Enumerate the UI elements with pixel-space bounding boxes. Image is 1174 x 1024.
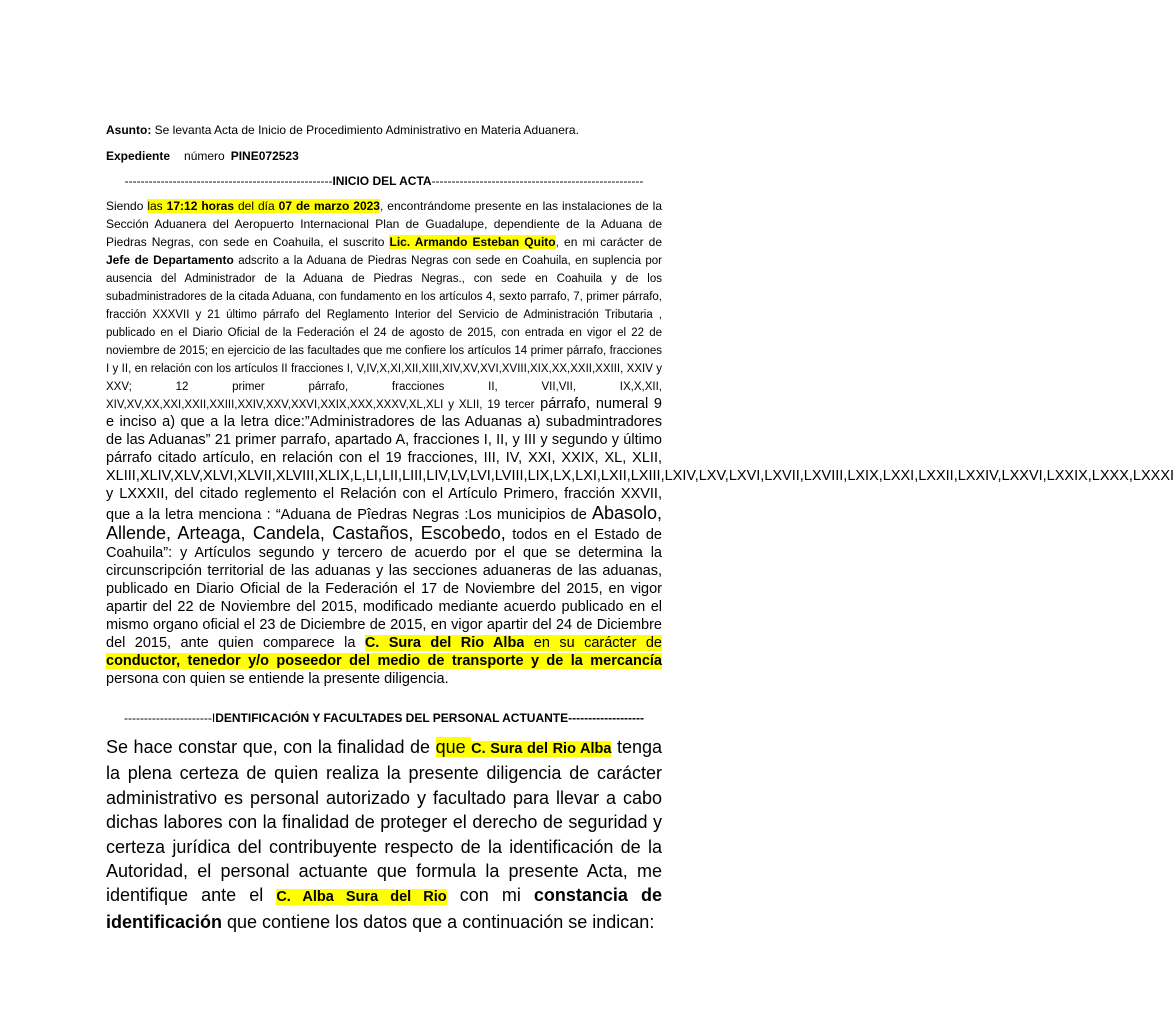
para1-time: 17:12 horas xyxy=(166,199,235,213)
para2-person-name-alt: C. Alba Sura del Rio xyxy=(276,889,447,906)
para1-run: persona con quien se entiende la presente diligencia. xyxy=(106,671,449,688)
asunto-label: Asunto: xyxy=(106,123,152,137)
para1-official-name: Lic. Armando Esteban Quito xyxy=(389,235,556,249)
asunto-text: Se levanta Acta de Inicio de Procedimiento Administrativo en Materia Aduanera. xyxy=(151,123,579,137)
para1-date: 07 de marzo 2023 xyxy=(278,199,380,213)
para2-run: que xyxy=(435,737,472,757)
separator-identificacion xyxy=(106,711,662,726)
separator-dashes-left: ----------------------I xyxy=(123,711,216,725)
expediente-value: PINE072523 xyxy=(230,149,299,163)
para1-person-name: C. Sura del Rio Alba xyxy=(364,635,525,652)
para1-municipalities: Abasolo, Allende, Arteaga, Candela, Castaños, Escobedo, xyxy=(106,502,662,543)
para2-person-name: C. Sura del Rio Alba xyxy=(471,741,612,757)
separator-dashes-left: ---------------------------------------------------- xyxy=(124,174,333,188)
para2-document-name: constancia de identificación xyxy=(106,885,663,932)
para1-position: Jefe de Departamento xyxy=(106,253,234,267)
para1-run: adscrito a la Aduana de Piedras Negras con sede en Coahuila, en suplencia por ausencia del Administrador de la Aduana de Piedras Negras., con sede en Coahuila y de los subadministradores de la citada Aduana, con fundamento en los artículos 4, sexto parrafo, 7, primer párrafo, fracción XXXVII y 21 último párrafo del Reglamento Interior del Servicio de Administración Tributaria , publicado en el Diario Oficial de la Federación el 24 de agosto de 2015, con entrada en vigor el 22 de noviembre de 2015; en ejercicio de las facultades que me confiere los artículos 14 primer párrafo, fracciones I y II, en relación con los artículos II fracciones I, V,IV,X,XI,XII,XIII,XIV,XV,XVI,XVIII,XIX,XX,XXII,XXIII, XXIV y XXV; 12 primer párrafo, fracciones II, VII,VII, IX,X,XII, XIV,XV,XX,XXI,XXII,XXIII,XXIV,XXV,XXVI,XXIX,XXX,XXXV,XL,XLI y XLII, 19 tercer xyxy=(106,255,663,411)
para2-run: tenga la plena certeza de quien realiza la presente diligencia de carácter administrativo es personal autorizado y facultado para llevar a cabo dichas labores con la finalidad de proteger el derecho de seguridad y certeza jurídica del contribuyente respecto de la identificación de la Autoridad, el personal actuante que formula la presente Acta, me identifique ante el xyxy=(106,737,662,906)
expediente-line xyxy=(106,149,299,164)
section-title-inicio: INICIO DEL ACTA xyxy=(332,174,432,188)
para1-run: en su carácter de xyxy=(524,635,662,652)
para2-run: con mi xyxy=(446,885,534,906)
para1-role: conductor, tenedor y/o poseedor del medio de transporte y de la mercancía xyxy=(106,653,662,670)
expediente-label: Expediente xyxy=(106,149,171,163)
paragraph-inicio xyxy=(106,197,1174,689)
para1-run: párrafo, numeral 9 e inciso a) que a la letra dice:”Administradores de las Aduanas a) subadmintradores de las Aduanas” 21 primer parrafo, apartado A, fracciones I, II, y III y segundo y último párrafo citado artículo, en relación con el 19 fracciones, III, IV, XXI, XXIX, XL, XLII, XLIII,XLIV,XLV,XLVI,XLVII,XLVIII,XLIX,L,LI,LII,LIII,LIV,LV,LVI,LVIII,LIX,LX,LXI,LXII,LXIII,LXIV,LXV,LXVI,LXVII,LXVIII,LXIX,LXXI,LXXII,LXXIV,LXXVI,LXXIX,LXXX,LXXXI y LXXXII, del citado reglemento el Relación con el Artículo Primero, fracción XXVII, que a la letra menciona : “Aduana de Pîedras Negras :Los municipios de xyxy=(106,396,1174,523)
para1-run: Siendo xyxy=(106,199,148,213)
para1-run: las xyxy=(147,199,167,213)
para1-run: , encontrándome presente en las instalaciones de la Sección Aduanera del Aeropuerto Internacional Plan de Guadalupe, dependiente de la Aduana de Piedras Negras, con sede en Coahuila, el suscrito xyxy=(106,199,662,249)
para1-run: del día xyxy=(234,199,279,213)
para1-run: , en mi carácter de xyxy=(555,235,663,249)
expediente-numero-label: número xyxy=(184,149,225,163)
asunto-line xyxy=(106,123,579,138)
paragraph-identificacion xyxy=(106,735,662,934)
separator-inicio xyxy=(106,174,662,189)
para2-run: que contiene los datos que a continuación se indican: xyxy=(222,911,655,932)
para2-run: Se hace constar que, con la finalidad de xyxy=(106,737,436,757)
section-title-identificacion: DENTIFICACIÓN Y FACULTADES DEL PERSONAL ACTUANTE------------------- xyxy=(215,711,645,725)
separator-dashes-right: ----------------------------------------------------- xyxy=(431,174,644,188)
para1-run: todos en el Estado de Coahuila”: y Artículos segundo y tercero de acuerdo por el que se determina la circunscripción territorial de las aduanas y las secciones aduaneras de las aduanas, publicado en Diario Oficial de la Federación el 17 de Noviembre del 2015, en vigor apartir del 22 de Noviembre del 2015, modificado mediante acuerdo publicado en el mismo organo oficial el 23 de Diciembre de 2015, en vigor apartir del 24 de Diciembre del 2015, ante quien comparece la xyxy=(106,526,662,652)
